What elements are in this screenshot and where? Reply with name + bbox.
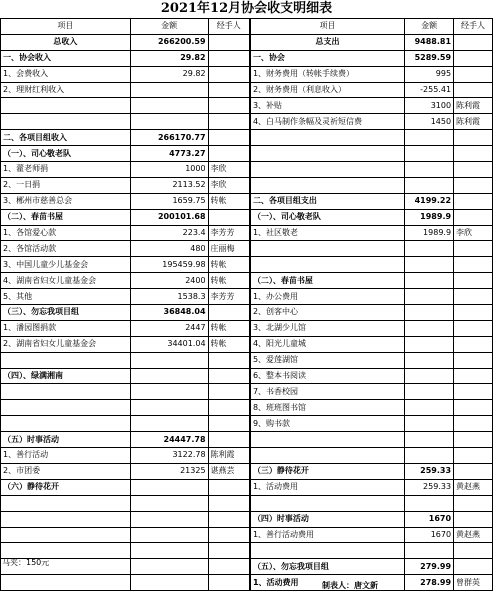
left-handler-cell: 转帐 <box>208 336 250 352</box>
left-item-cell: （二）、春苗书屋 <box>1 209 131 225</box>
right-handler-cell <box>454 82 493 98</box>
table-row <box>1 177 493 193</box>
right-amount-cell <box>405 305 454 321</box>
left-amount-cell: 480 <box>130 241 208 257</box>
left-item-cell <box>1 416 131 432</box>
right-handler-cell <box>454 66 493 82</box>
left-handler-cell <box>208 559 250 575</box>
right-amount-cell: 1989.9 <box>405 225 454 241</box>
right-amount-cell <box>405 257 454 273</box>
right-handler-cell <box>454 34 493 50</box>
right-item-cell: 6、整本书阅读 <box>250 368 405 384</box>
note-text: 马夹：150元 <box>2 558 50 567</box>
left-item-cell: 1、藿老师捐 <box>1 162 131 178</box>
table-row <box>1 50 493 66</box>
table-row <box>1 575 493 591</box>
left-handler-cell <box>208 209 250 225</box>
right-amount-cell <box>405 336 454 352</box>
right-amount-cell: 279.99 <box>405 559 454 575</box>
left-item-cell: 一、协会收入 <box>1 50 131 66</box>
left-handler-cell <box>208 50 250 66</box>
left-item-cell: 5、其他 <box>1 289 131 305</box>
right-item-cell: 1、社区敬老 <box>250 225 405 241</box>
left-amount-cell: 1000 <box>130 162 208 178</box>
left-item-cell: 二、各项目组收入 <box>1 130 131 146</box>
left-handler-cell <box>208 368 250 384</box>
left-item-cell <box>1 98 131 114</box>
right-item-cell <box>250 432 405 448</box>
left-handler-cell <box>208 432 250 448</box>
left-item-cell: （五）时事活动 <box>1 432 131 448</box>
col-header-left-handler: 经手人 <box>208 19 250 35</box>
right-amount-cell <box>405 289 454 305</box>
left-handler-cell <box>208 130 250 146</box>
left-amount-cell <box>130 527 208 543</box>
table-row <box>1 289 493 305</box>
table-row <box>1 527 493 543</box>
right-amount-cell <box>405 320 454 336</box>
left-handler-cell <box>208 66 250 82</box>
left-handler-cell <box>208 82 250 98</box>
right-handler-cell <box>454 305 493 321</box>
left-handler-cell <box>208 416 250 432</box>
right-amount-cell <box>405 162 454 178</box>
table-row <box>1 559 493 575</box>
left-handler-cell <box>208 479 250 495</box>
table-row <box>1 66 493 82</box>
right-item-cell: 1、活动费用 <box>250 479 405 495</box>
right-amount-cell: 4199.22 <box>405 193 454 209</box>
table-row <box>1 98 493 114</box>
left-item-cell: 总收入 <box>1 34 131 50</box>
right-amount-cell: 995 <box>405 66 454 82</box>
right-handler-cell <box>454 463 493 479</box>
left-item-cell: 3、郴州市慈善总会 <box>1 193 131 209</box>
left-handler-cell <box>208 114 250 130</box>
right-handler-cell: 李欣 <box>454 225 493 241</box>
left-handler-cell <box>208 527 250 543</box>
right-handler-cell <box>454 368 493 384</box>
right-amount-cell <box>405 352 454 368</box>
table-row <box>1 209 493 225</box>
left-handler-cell: 李欣 <box>208 177 250 193</box>
left-item-cell: （四）、绿满湘南 <box>1 368 131 384</box>
left-item-cell: 2、湖南省妇女儿童基金会 <box>1 336 131 352</box>
right-handler-cell <box>454 416 493 432</box>
right-item-cell: （一）、司心敬老队 <box>250 209 405 225</box>
right-amount-cell: 5289.59 <box>405 50 454 66</box>
right-amount-cell <box>405 543 454 559</box>
right-item-cell: （三）静待花开 <box>250 463 405 479</box>
table-row <box>1 162 493 178</box>
left-amount-cell: 36848.04 <box>130 305 208 321</box>
left-handler-cell: 李芳芳 <box>208 289 250 305</box>
left-item-cell <box>1 384 131 400</box>
right-amount-cell <box>405 495 454 511</box>
left-item-cell: 1、善行活动 <box>1 448 131 464</box>
left-handler-cell: 转帐 <box>208 320 250 336</box>
table-row <box>1 305 493 321</box>
right-item-cell <box>250 162 405 178</box>
left-amount-cell <box>130 559 208 575</box>
right-item-cell: 7、书香校园 <box>250 384 405 400</box>
right-item-cell: 5、爱莲湖馆 <box>250 352 405 368</box>
right-handler-cell: 黄赵燕 <box>454 479 493 495</box>
left-item-cell: （六）静待花开 <box>1 479 131 495</box>
right-handler-cell <box>454 241 493 257</box>
page-title: 2021年12月协会收支明细表 <box>160 1 333 16</box>
right-amount-cell <box>405 177 454 193</box>
table-row <box>1 82 493 98</box>
right-handler-cell <box>454 273 493 289</box>
table-row <box>1 368 493 384</box>
table-row <box>1 257 493 273</box>
right-item-cell: 8、班班图书馆 <box>250 400 405 416</box>
right-item-cell: 1、财务费用（转帐手续费） <box>250 66 405 82</box>
left-amount-cell: 34401.04 <box>130 336 208 352</box>
left-amount-cell: 266200.59 <box>130 34 208 50</box>
right-handler-cell <box>454 448 493 464</box>
left-handler-cell: 转帐 <box>208 257 250 273</box>
right-item-cell <box>250 177 405 193</box>
right-amount-cell <box>405 400 454 416</box>
right-item-cell: 二、各项目组支出 <box>250 193 405 209</box>
left-handler-cell: 李芳芳 <box>208 225 250 241</box>
left-item-cell: 2、市团委 <box>1 463 131 479</box>
left-handler-cell <box>208 543 250 559</box>
left-item-cell: 1、各馆爱心款 <box>1 225 131 241</box>
left-item-cell: 4、湖南省妇女儿童基金会 <box>1 273 131 289</box>
table-row <box>1 114 493 130</box>
right-handler-cell <box>454 432 493 448</box>
right-item-cell: 2、创客中心 <box>250 305 405 321</box>
table-row <box>1 543 493 559</box>
left-amount-cell: 2447 <box>130 320 208 336</box>
left-amount-cell <box>130 479 208 495</box>
right-handler-cell: 黄赵燕 <box>454 527 493 543</box>
left-amount-cell: 24447.78 <box>130 432 208 448</box>
left-item-cell <box>1 511 131 527</box>
right-item-cell <box>250 241 405 257</box>
right-amount-cell: -255.41 <box>405 82 454 98</box>
right-handler-cell <box>454 209 493 225</box>
left-amount-cell <box>130 368 208 384</box>
left-item-cell <box>1 400 131 416</box>
left-item-cell: 2、一日捐 <box>1 177 131 193</box>
prepared-by: 制表人：唐文新 <box>322 581 378 590</box>
right-amount-cell <box>405 130 454 146</box>
right-handler-cell <box>454 320 493 336</box>
right-handler-cell <box>454 511 493 527</box>
left-item-cell: 3、中国儿童少儿基金会 <box>1 257 131 273</box>
left-item-cell: 1、会费收入 <box>1 66 131 82</box>
right-item-cell <box>250 257 405 273</box>
right-amount-cell: 259.33 <box>405 479 454 495</box>
right-handler-cell <box>454 162 493 178</box>
left-amount-cell <box>130 416 208 432</box>
table-row <box>1 34 493 50</box>
left-handler-cell: 转帐 <box>208 273 250 289</box>
right-amount-cell: 278.99 <box>405 575 454 591</box>
right-handler-cell <box>454 289 493 305</box>
right-handler-cell <box>454 336 493 352</box>
left-amount-cell: 266170.77 <box>130 130 208 146</box>
left-amount-cell: 2400 <box>130 273 208 289</box>
left-amount-cell <box>130 352 208 368</box>
left-handler-cell: 转帐 <box>208 193 250 209</box>
table-row <box>1 336 493 352</box>
right-handler-cell <box>454 257 493 273</box>
right-handler-cell <box>454 146 493 162</box>
right-item-cell: 9、购书款 <box>250 416 405 432</box>
ledger-table <box>0 18 493 591</box>
right-amount-cell <box>405 368 454 384</box>
col-header-left-amount: 金额 <box>130 19 208 35</box>
right-handler-cell <box>454 384 493 400</box>
table-row <box>1 352 493 368</box>
left-handler-cell <box>208 305 250 321</box>
left-item-cell <box>1 114 131 130</box>
right-item-cell: 一、协会 <box>250 50 405 66</box>
right-item-cell: （二）、春苗书屋 <box>250 273 405 289</box>
left-amount-cell <box>130 82 208 98</box>
right-item-cell: 1、活动费用 <box>250 575 405 591</box>
table-row <box>1 273 493 289</box>
right-item-cell: 1、善行活动费用 <box>250 527 405 543</box>
left-amount-cell <box>130 495 208 511</box>
right-amount-cell: 9488.81 <box>405 34 454 50</box>
left-amount-cell <box>130 575 208 591</box>
right-item-cell: 1、办公费用 <box>250 289 405 305</box>
right-item-cell: 总支出 <box>250 34 405 50</box>
right-handler-cell: 陈利霞 <box>454 114 493 130</box>
right-amount-cell <box>405 416 454 432</box>
right-item-cell: 3、补贴 <box>250 98 405 114</box>
right-amount-cell: 1670 <box>405 511 454 527</box>
right-amount-cell: 259.33 <box>405 463 454 479</box>
left-item-cell: （三）、勿忘我项目组 <box>1 305 131 321</box>
right-handler-cell <box>454 352 493 368</box>
left-handler-cell: 陈利霞 <box>208 448 250 464</box>
table-row <box>1 320 493 336</box>
left-handler-cell: 庄丽梅 <box>208 241 250 257</box>
left-handler-cell <box>208 352 250 368</box>
right-amount-cell: 1670 <box>405 527 454 543</box>
right-amount-cell <box>405 241 454 257</box>
right-handler-cell <box>454 400 493 416</box>
left-handler-cell <box>208 34 250 50</box>
left-amount-cell: 200101.68 <box>130 209 208 225</box>
left-item-cell <box>1 527 131 543</box>
left-amount-cell: 223.4 <box>130 225 208 241</box>
right-item-cell <box>250 130 405 146</box>
col-header-right-item: 项目 <box>250 19 405 35</box>
right-item-cell: 4、阳光儿童城 <box>250 336 405 352</box>
left-item-cell <box>1 495 131 511</box>
right-handler-cell <box>454 559 493 575</box>
right-handler-cell <box>454 193 493 209</box>
table-row <box>1 495 493 511</box>
left-amount-cell: 195459.98 <box>130 257 208 273</box>
right-handler-cell <box>454 177 493 193</box>
right-item-cell <box>250 543 405 559</box>
table-row <box>1 193 493 209</box>
left-handler-cell <box>208 511 250 527</box>
right-item-cell: 3、北湖少儿馆 <box>250 320 405 336</box>
left-amount-cell <box>130 98 208 114</box>
col-header-left-item: 项目 <box>1 19 131 35</box>
left-item-cell <box>1 352 131 368</box>
right-item-cell <box>250 448 405 464</box>
left-amount-cell: 4773.27 <box>130 146 208 162</box>
table-row <box>1 432 493 448</box>
left-amount-cell <box>130 400 208 416</box>
right-amount-cell: 1450 <box>405 114 454 130</box>
table-row <box>1 241 493 257</box>
right-item-cell: （四）时事活动 <box>250 511 405 527</box>
col-header-right-amount: 金额 <box>405 19 454 35</box>
left-handler-cell <box>208 400 250 416</box>
left-handler-cell: 谌燕芸 <box>208 463 250 479</box>
right-amount-cell <box>405 448 454 464</box>
table-row <box>1 400 493 416</box>
left-handler-cell <box>208 575 250 591</box>
left-amount-cell: 2113.52 <box>130 177 208 193</box>
table-row <box>1 416 493 432</box>
left-handler-cell <box>208 146 250 162</box>
right-amount-cell <box>405 432 454 448</box>
right-item-cell: （五）、勿忘我项目组 <box>250 559 405 575</box>
table-row <box>1 146 493 162</box>
left-item-cell: 2、各馆活动款 <box>1 241 131 257</box>
left-amount-cell: 1538.3 <box>130 289 208 305</box>
table-row <box>1 448 493 464</box>
left-amount-cell: 21325 <box>130 463 208 479</box>
col-header-right-handler: 经手人 <box>454 19 493 35</box>
left-item-cell <box>1 575 131 591</box>
right-amount-cell <box>405 146 454 162</box>
right-handler-cell <box>454 495 493 511</box>
right-amount-cell: 1989.9 <box>405 209 454 225</box>
table-row <box>1 479 493 495</box>
table-row <box>1 511 493 527</box>
right-item-cell <box>250 495 405 511</box>
left-item-cell: 2、理财红利收入 <box>1 82 131 98</box>
table-row <box>1 384 493 400</box>
left-amount-cell: 1659.75 <box>130 193 208 209</box>
left-handler-cell <box>208 98 250 114</box>
left-amount-cell: 29.82 <box>130 50 208 66</box>
table-row <box>1 225 493 241</box>
right-amount-cell <box>405 273 454 289</box>
left-handler-cell: 李欣 <box>208 162 250 178</box>
table-row <box>1 130 493 146</box>
right-handler-cell: 曾群英 <box>454 575 493 591</box>
left-amount-cell <box>130 384 208 400</box>
left-handler-cell <box>208 384 250 400</box>
table-row <box>1 463 493 479</box>
left-amount-cell <box>130 114 208 130</box>
left-amount-cell: 29.82 <box>130 66 208 82</box>
right-handler-cell <box>454 130 493 146</box>
right-amount-cell: 3100 <box>405 98 454 114</box>
right-item-cell: 2、财务费用（利息收入） <box>250 82 405 98</box>
right-handler-cell: 陈利霞 <box>454 98 493 114</box>
left-amount-cell: 3122.78 <box>130 448 208 464</box>
left-handler-cell <box>208 495 250 511</box>
right-amount-cell <box>405 384 454 400</box>
left-item-cell: （一）、司心敬老队 <box>1 146 131 162</box>
left-amount-cell <box>130 543 208 559</box>
right-item-cell <box>250 146 405 162</box>
header-row <box>1 19 493 35</box>
left-amount-cell <box>130 511 208 527</box>
right-handler-cell <box>454 543 493 559</box>
right-handler-cell <box>454 50 493 66</box>
right-item-cell: 4、白马制作条幅及灵祈短信费 <box>250 114 405 130</box>
left-item-cell: 1、潘园图捐款 <box>1 320 131 336</box>
